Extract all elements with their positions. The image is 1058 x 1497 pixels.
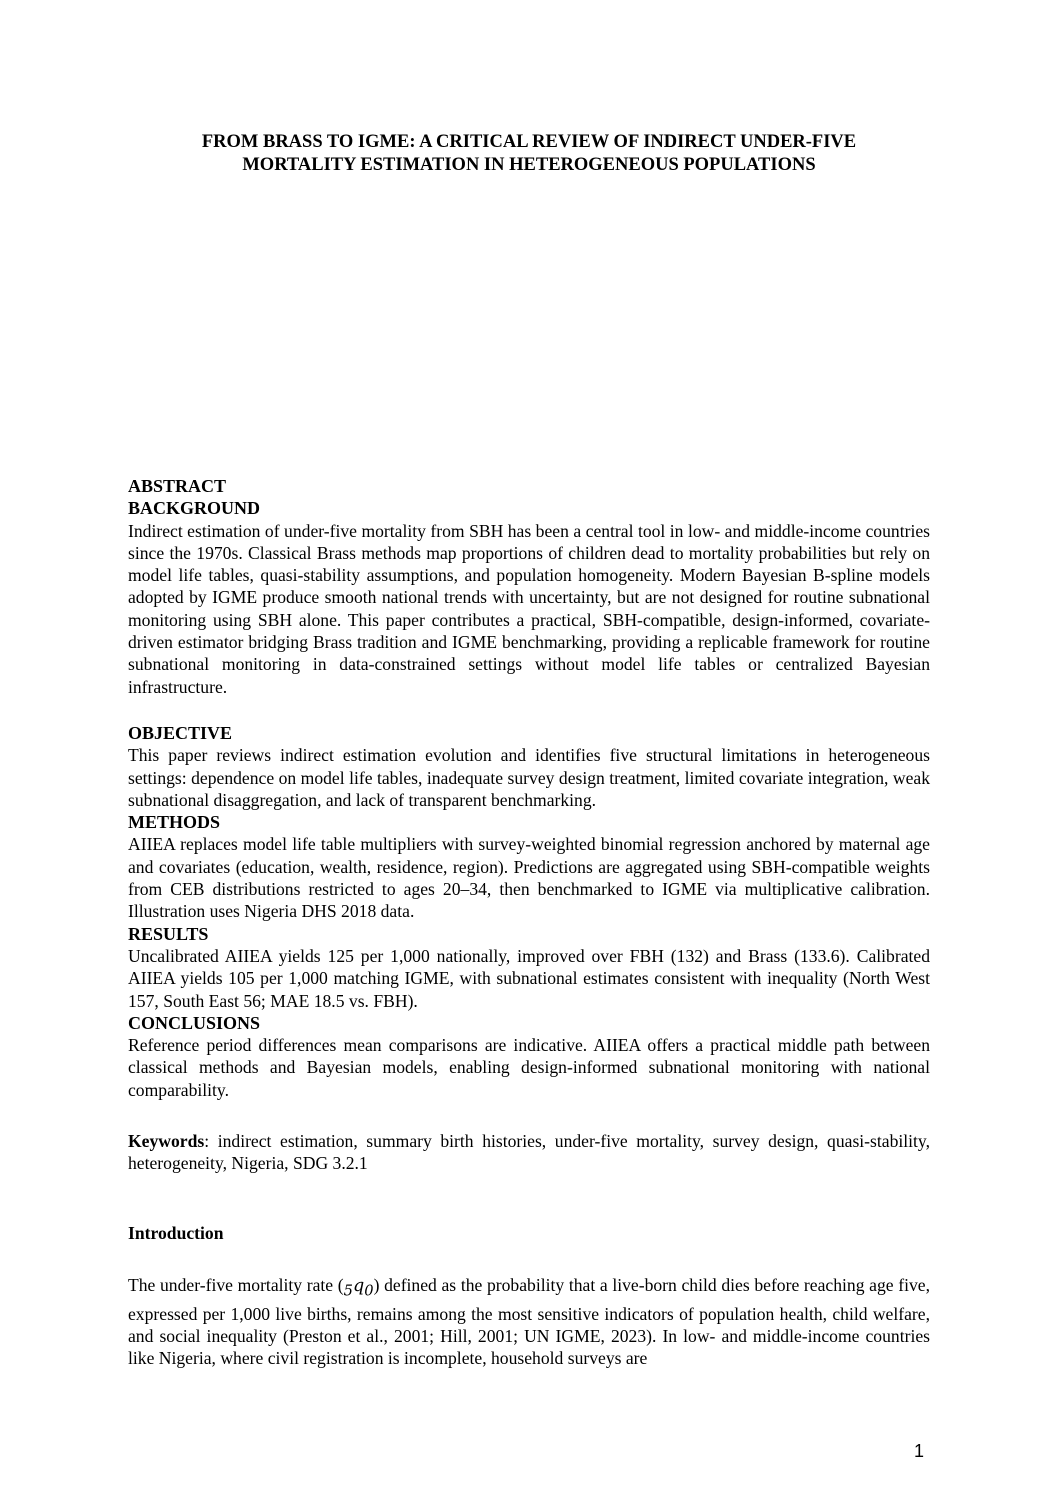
paper-title xyxy=(100,131,958,177)
title-line-2: MORTALITY ESTIMATION IN HETEROGENEOUS POPULATIONS xyxy=(242,155,816,175)
results-text: Uncalibrated AIIEA yields 125 per 1,000 nationally, improved over FBH (132) and Brass (133.6). Calibrated AIIEA yields 105 per 1,000 matching IGME, with subnational estimates consistent with inequality (North West 157, South East 56; MAE 18.5 vs. FBH). xyxy=(128,945,930,1011)
conclusions-heading: CONCLUSIONS xyxy=(128,1012,261,1033)
background-heading: BACKGROUND xyxy=(128,498,261,519)
abstract-label: ABSTRACT xyxy=(128,476,227,496)
introduction-section xyxy=(128,1274,930,1370)
introduction-paragraph xyxy=(128,1274,930,1370)
keywords-label: Keywords xyxy=(128,1131,205,1151)
intro-text-before: The under-five mortality rate ( xyxy=(128,1275,344,1295)
math-q: q xyxy=(352,1276,365,1296)
background-text: Indirect estimation of under-five mortality from SBH has been a central tool in low- and middle-income countries since the 1970s. Classical Brass methods map proportions of children dead to mortality probabilities but rely on model life tables, quasi-stability assumptions, and population homogeneity. Modern Bayesian B-spline models adopted by IGME produce smooth national trends with uncertainty, but are not designed for routine subnational monitoring using SBH alone. This paper contributes a practical, SBH-compatible, design-informed, covariate-driven estimator bridging Brass tradition and IGME benchmarking, providing a replicable framework for routine subnational monitoring in data-constrained settings without model life tables or centralized Bayesian infrastructure. xyxy=(128,520,930,697)
results-heading: RESULTS xyxy=(128,923,209,944)
abstract-section xyxy=(128,475,930,698)
page-number: 1 xyxy=(914,1441,925,1461)
objective-text: This paper reviews indirect estimation evolution and identifies five structural limitations in heterogeneous settings: dependence on model life tables, inadequate survey design treatment, limited covariate integration, weak subnational disaggregation, and lack of transparent benchmarking. xyxy=(128,745,930,810)
conclusions-text: Reference period differences mean comparisons are indicative. AIIEA offers a practical middle path between classical methods and Bayesian models, enabling design-informed subnational monitoring with national comparability. xyxy=(128,1035,930,1100)
keywords-section xyxy=(128,1130,930,1175)
math-subscript-5: 5 xyxy=(343,1282,353,1300)
introduction-heading: Introduction xyxy=(128,1223,224,1243)
keywords-text: : indirect estimation, summary birth histories, under-five mortality, survey design, quasi-stability, heterogeneity, Nigeria, SDG 3.2.1 xyxy=(128,1131,930,1174)
keywords-paragraph xyxy=(128,1130,930,1175)
math-subscript-0: 0 xyxy=(364,1282,374,1300)
u5mr-symbol xyxy=(343,1276,374,1300)
methods-text: AIIEA replaces model life table multipliers with survey-weighted binomial regression anchored by maternal age and covariates (education, wealth, residence, region). Predictions are aggregated using SBH-compatible weights from CEB distributions restricted to ages 20–34, then benchmarked to IGME via multiplicative calibration. Illustration uses Nigeria DHS 2018 data. xyxy=(128,834,930,922)
intro-text-after: ) defined as the probability that a live-born child dies before reaching age five, expressed per 1,000 live births, remains among the most sensitive indicators of population health, child welfare, and social inequality (Preston et al., 2001; Hill, 2001; UN IGME, 2023). In low- and middle-income countries like Nigeria, where civil registration is incomplete, household surveys are xyxy=(128,1275,930,1369)
title-line-1: FROM BRASS TO IGME: A CRITICAL REVIEW OF INDIRECT UNDER-FIVE xyxy=(201,132,857,152)
methods-heading: METHODS xyxy=(128,812,221,833)
objective-methods-results-section xyxy=(128,722,930,1101)
objective-heading: OBJECTIVE xyxy=(128,723,233,743)
